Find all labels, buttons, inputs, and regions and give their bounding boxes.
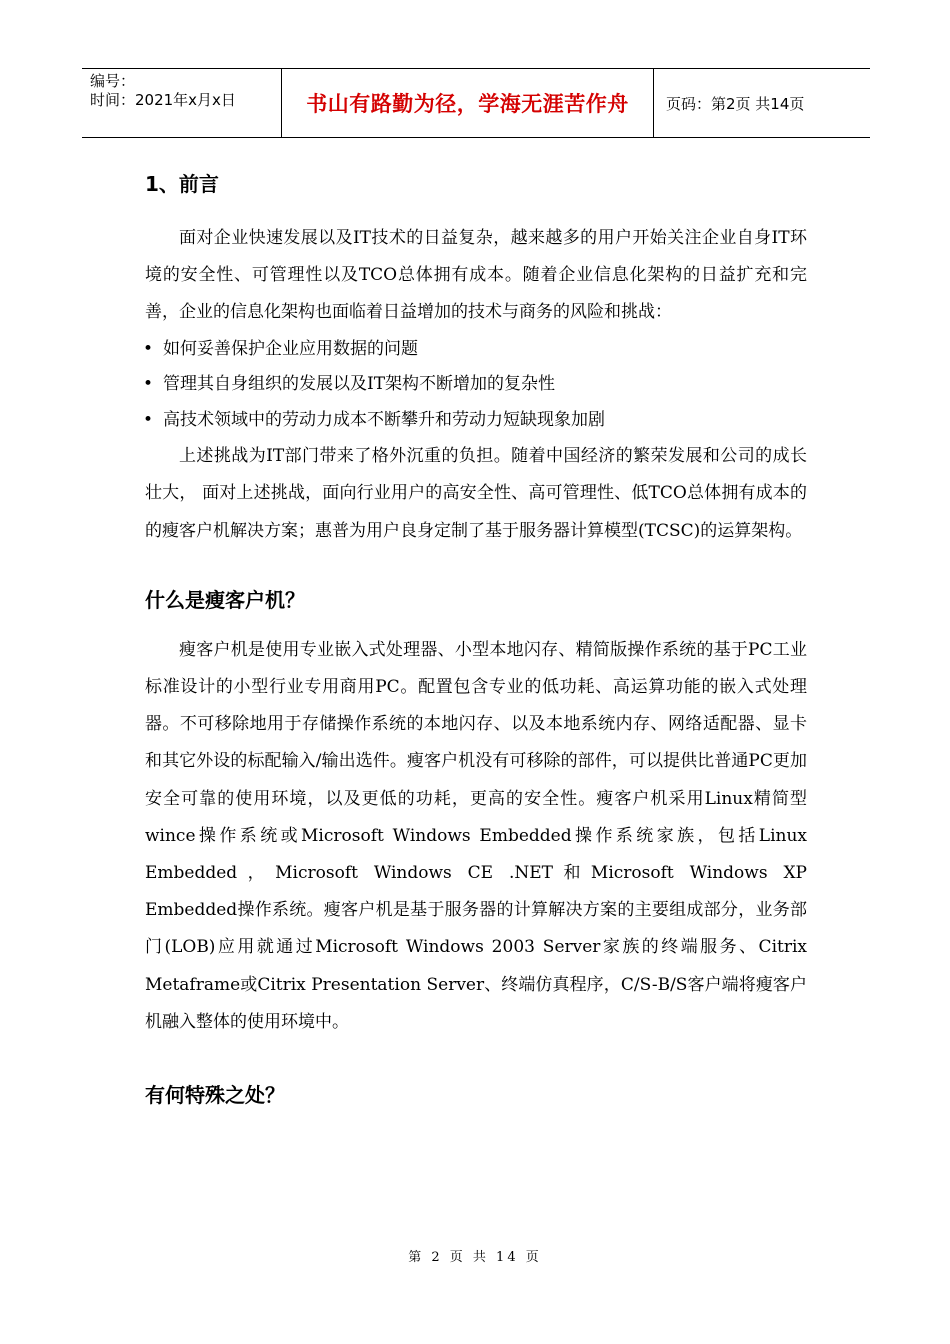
challenge-list (145, 332, 807, 439)
time-label: 时间：2021年x月x日 (90, 91, 236, 109)
document-body (145, 160, 807, 1119)
header-motto: 书山有路勤为径，学海无涯苦作舟 (306, 92, 629, 116)
list-item: • 如何妥善保护企业应用数据的问题 (143, 332, 805, 368)
section-title-special-features: 有何特殊之处？ (145, 1082, 285, 1107)
section-title-what-is-thin-client: 什么是瘦客户机？ (145, 587, 305, 612)
header-motto-cell (282, 69, 654, 137)
bullet-icon: • (143, 338, 154, 359)
number-label: 编号： (90, 72, 136, 90)
bullet-icon: • (143, 374, 154, 395)
section-title-preface: 1、前言 (145, 172, 219, 196)
document-header (82, 68, 870, 138)
list-item: • 高技术领域中的劳动力成本不断攀升和劳动力短缺现象加剧 (143, 403, 805, 439)
thin-client-paragraph: 瘦客户机是使用专业嵌入式处理器、小型本地闪存、精简版操作系统的基于PC工业标准设计的小型行业专用商用PC。配置包含专业的低功耗、高运算功能的嵌入式处理器。不可移除地用于存储操作系统的本地闪存、以及本地系统内存、网络适配器、显卡和其它外设的标配输入/输出选件。瘦客户机没有可移除的部件，可以提供比普通PC更加安全可靠的使用环境，以及更低的功耗，更高的安全性。瘦客户机采用Linux精简型wince操作系统或Microsoft Windows Embedded操作系统家族，包括Linux Embedded，Microsoft Windows CE .NET和Microsoft Windows XP Embedded操作系统。瘦客户机是基于服务器的计算解决方案的主要组成部分，业务部门(LOB)应用就通过Microsoft Windows 2003 Server家族的终端服务、Citrix Metaframe或Citrix Presentation Server、终端仿真程序，C/S-B/S客户端将瘦客户机融入整体的使用环境中。 (145, 639, 807, 1032)
bullet-icon: • (143, 409, 154, 430)
preface-paragraph-1: 面对企业快速发展以及IT技术的日益复杂，越来越多的用户开始关注企业自身IT环境的安全性、可管理性以及TCO总体拥有成本。随着企业信息化架构的日益扩充和完善，企业的信息化架构也面临着日益增加的技术与商务的风险和挑战： (145, 228, 807, 323)
page-footer: 第 2 页 共 14 页 (408, 1250, 542, 1265)
header-page-cell (654, 69, 870, 137)
header-page-info: 页码：第2页 共14页 (666, 94, 805, 113)
list-item: • 管理其自身组织的发展以及IT架构不断增加的复杂性 (143, 367, 805, 403)
preface-paragraph-2: 上述挑战为IT部门带来了格外沉重的负担。随着中国经济的繁荣发展和公司的成长壮大， 面对上述挑战，面向行业用户的高安全性、高可管理性、低TCO总体拥有成本的的瘦客户机解决方案；惠普为用户良身定制了基于服务器计算模型(TCSC)的运算架构。 (145, 446, 807, 541)
header-meta-cell (82, 69, 282, 137)
